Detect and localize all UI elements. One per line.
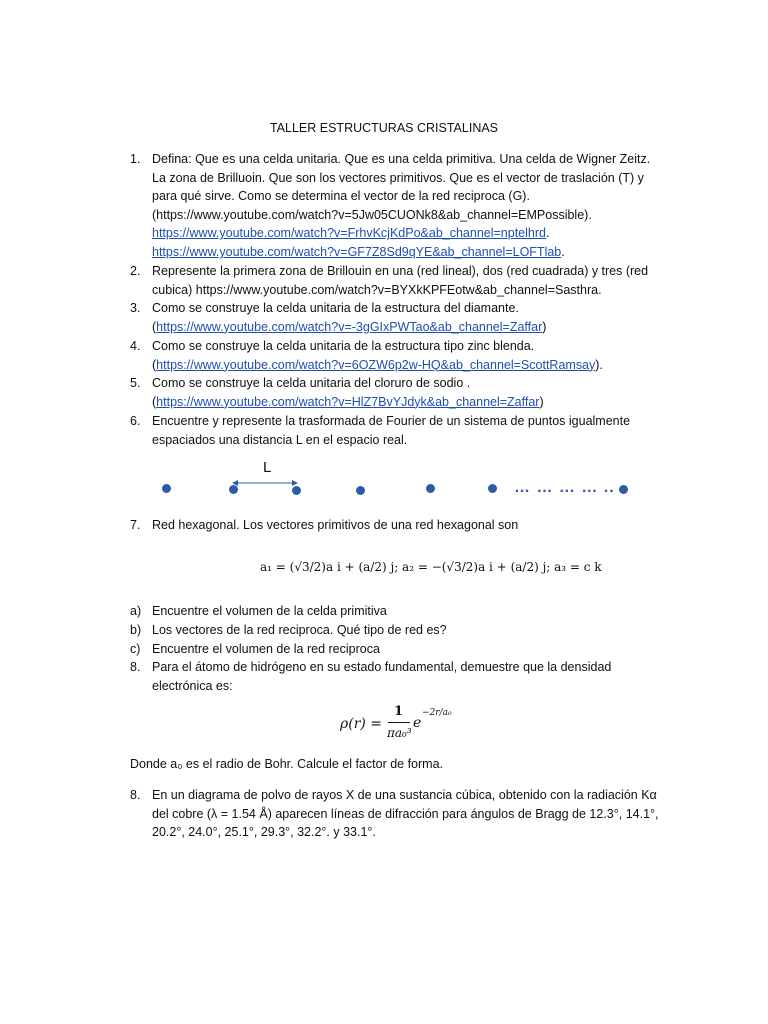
question-number: 3. bbox=[130, 301, 141, 315]
lattice-point bbox=[292, 486, 301, 495]
lattice-point bbox=[162, 484, 171, 493]
q1-link-loftlab[interactable]: https://www.youtube.com/watch?v=GF7Z8Sd9qYE&ab_channel=LOFTlab bbox=[152, 244, 562, 259]
q5-line1: Como se construye la celda unitaria del cloruro de sodio . bbox=[152, 376, 471, 390]
double-arrow-icon bbox=[232, 476, 298, 490]
q4-line1: Como se construye la celda unitaria de la estructura tipo zinc blenda. bbox=[152, 339, 535, 353]
q8b-line3: 20.2°, 24.0°, 25.1°, 29.3°, 32.2°. y 33.1°. bbox=[152, 825, 376, 840]
q1-line4: (https://www.youtube.com/watch?v=5Jw05CUONk8&ab_channel=EMPossible). bbox=[152, 207, 592, 222]
q4-link-zinc-blenda[interactable]: https://www.youtube.com/watch?v=6OZW6p2w-HQ&ab_channel=ScottRamsay bbox=[156, 357, 596, 372]
subitem-label: c) bbox=[130, 642, 141, 656]
q6-line2: espaciados una distancia L en el espacio real. bbox=[152, 432, 408, 447]
q1-line1: Defina: Que es una celda unitaria. Que es una celda primitiva. Una celda de Wigner Zeitz. bbox=[152, 152, 651, 166]
q4-close-paren: ). bbox=[595, 357, 603, 372]
question-number: 7. bbox=[130, 518, 141, 532]
q8b-line1: En un diagrama de polvo de rayos X de una sustancia cúbica, obtenido con la radiación Kα bbox=[152, 788, 657, 802]
lattice-point bbox=[229, 485, 238, 494]
formula-exp-base: e bbox=[413, 715, 422, 731]
lattice-point bbox=[619, 485, 628, 494]
q1-period-2: . bbox=[561, 244, 565, 259]
q2-line1: Represente la primera zona de Brillouin en una (red lineal), dos (red cuadrada) y tres (red bbox=[152, 264, 649, 278]
question-number: 1. bbox=[130, 152, 141, 166]
subitem-label: a) bbox=[130, 604, 142, 618]
q5-link-cloruro-sodio[interactable]: https://www.youtube.com/watch?v=HlZ7BvYJdyk&ab_channel=Zaffar bbox=[156, 394, 540, 409]
q3-line1: Como se construye la celda unitaria de la estructura del diamante. bbox=[152, 301, 519, 315]
q4-open-paren: ( bbox=[152, 357, 157, 372]
subitem-text: Encuentre el volumen de la red reciproca bbox=[152, 642, 380, 656]
q3-open-paren: ( bbox=[152, 319, 157, 334]
q8a-line2: electrónica es: bbox=[152, 678, 233, 693]
q3-close-paren: ) bbox=[542, 319, 547, 334]
q8a-line1: Para el átomo de hidrógeno en su estado fundamental, demuestre que la densidad bbox=[152, 660, 612, 674]
lattice-point bbox=[488, 484, 497, 493]
question-number: 5. bbox=[130, 376, 141, 390]
bohr-radius-note: Donde a₀ es el radio de Bohr. Calcule el factor de forma. bbox=[130, 757, 444, 771]
q6-line1: Encuentre y represente la trasformada de Fourier de un sistema de puntos igualmente bbox=[152, 414, 631, 428]
q1-period-1: . bbox=[545, 226, 550, 241]
question-number: 4. bbox=[130, 339, 141, 353]
lattice-point bbox=[356, 486, 365, 495]
question-number: 8. bbox=[130, 788, 141, 802]
q1-line3: para qué sirve. Como se determina el vector de la red reciproca (G). bbox=[152, 189, 530, 204]
ellipsis: … … … … .. bbox=[514, 479, 615, 496]
spacing-label: L bbox=[263, 459, 272, 476]
page-title: TALLER ESTRUCTURAS CRISTALINAS bbox=[269, 121, 499, 135]
subitem-text: Encuentre el volumen de la celda primitiva bbox=[152, 604, 387, 618]
question-number: 8. bbox=[130, 660, 141, 674]
subitem-label: b) bbox=[130, 623, 142, 637]
q5-open-paren: ( bbox=[152, 394, 157, 409]
q8b-line2: del cobre (λ = 1.54 Å) aparecen líneas de difracción para ángulos de Bragg de 12.3°, 14.1°, bbox=[152, 806, 659, 821]
question-number: 6. bbox=[130, 414, 141, 428]
formula-lhs: ρ(r) = bbox=[340, 716, 383, 732]
q5-close-paren: ) bbox=[539, 394, 544, 409]
formula-numerator: 1 bbox=[394, 704, 404, 719]
fraction-bar bbox=[388, 722, 410, 723]
q1-link-nptelhrd[interactable]: https://www.youtube.com/watch?v=FrhvKcjKdPo&ab_channel=nptelhrd bbox=[152, 226, 546, 241]
q7-line1: Red hexagonal. Los vectores primitivos de una red hexagonal son bbox=[152, 518, 519, 532]
q1-line2: La zona de Brilluoin. Que son los vectores primitivos. Que es el vector de traslación (T) y bbox=[152, 170, 644, 185]
q2-line2: cubica) https://www.youtube.com/watch?v=BYXkKPFEotw&ab_channel=Sasthra. bbox=[152, 282, 602, 297]
formula-denominator: πa₀³ bbox=[387, 726, 412, 740]
subitem-text: Los vectores de la red reciproca. Qué tipo de red es? bbox=[152, 623, 447, 637]
hexagonal-vectors-formula: a₁ = (√3/2)a i + (a/2) j; a₂ = −(√3/2)a i + (a/2) j; a₃ = c k bbox=[260, 560, 602, 574]
q3-link-diamante[interactable]: https://www.youtube.com/watch?v=-3gGIxPWTao&ab_channel=Zaffar bbox=[156, 319, 543, 334]
question-number: 2. bbox=[130, 264, 141, 278]
formula-exponent: −2r/a₀ bbox=[422, 708, 452, 718]
lattice-point bbox=[426, 484, 435, 493]
